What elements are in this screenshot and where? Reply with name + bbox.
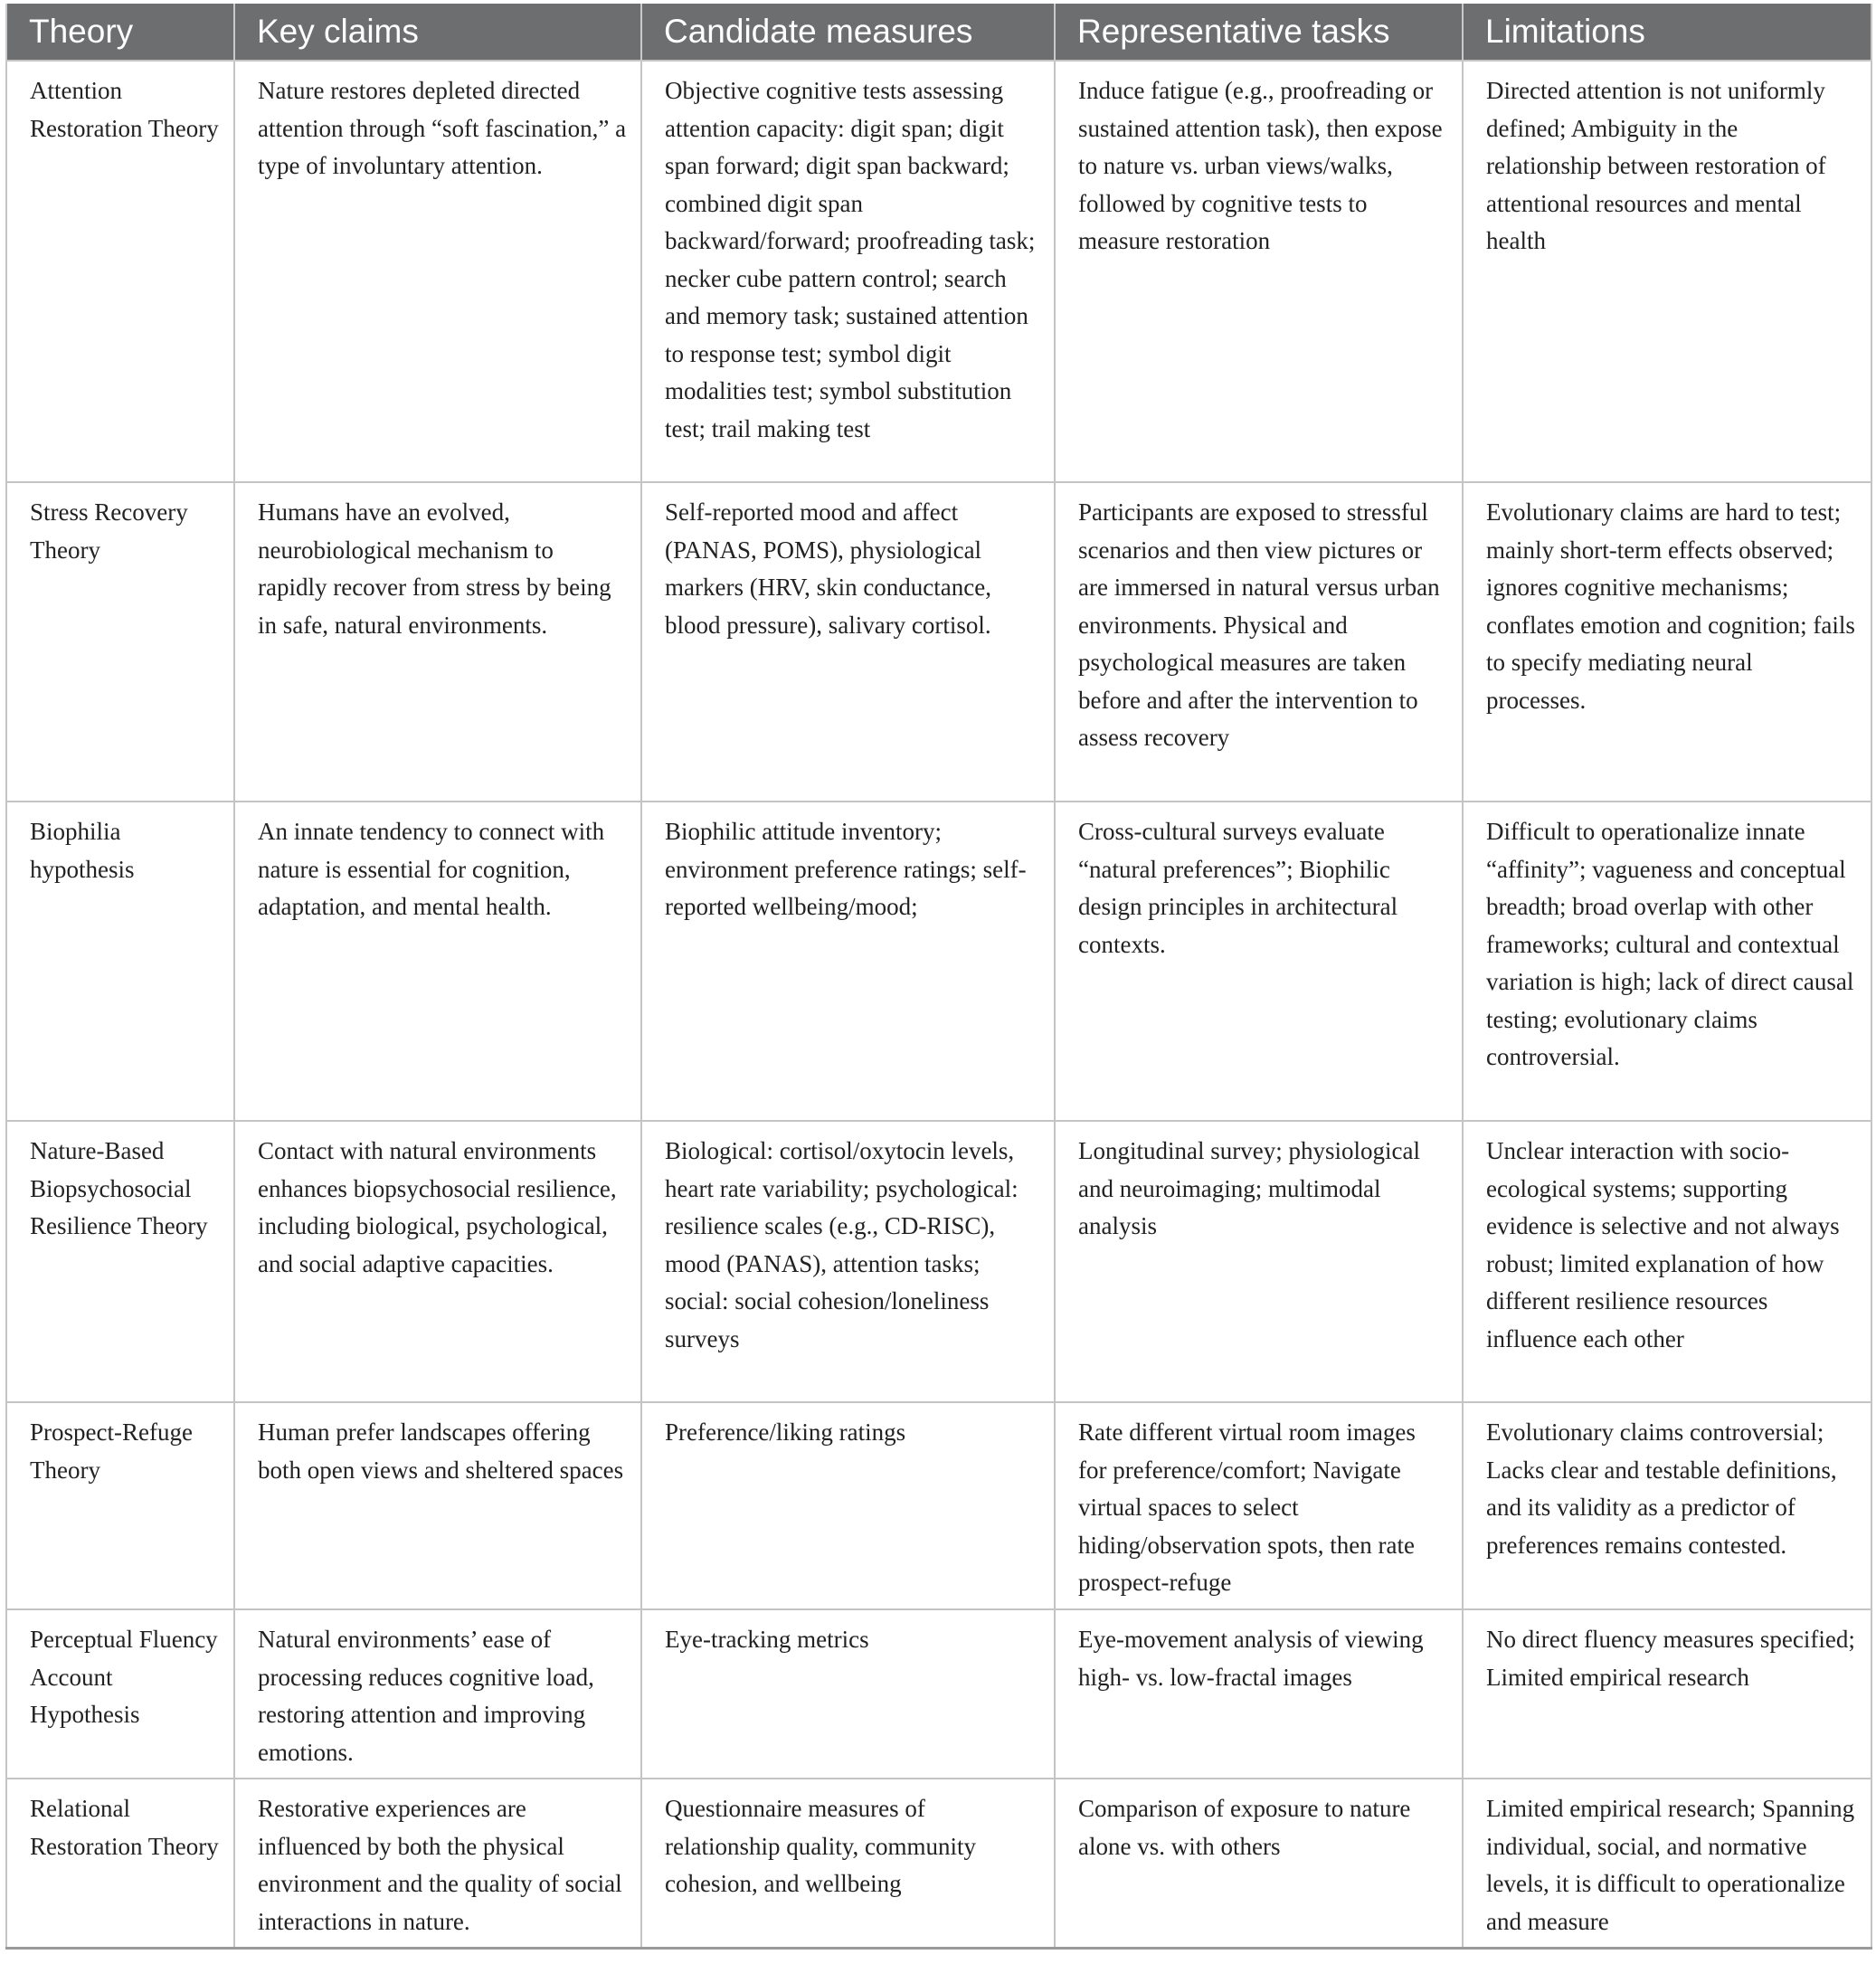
theories-comparison-table: [5, 4, 1872, 1950]
cell-representative-tasks: Longitudinal survey; physiological and neuroimaging; multimodal analysis: [1055, 1121, 1463, 1402]
table-header: [6, 4, 1871, 61]
header-candidate-measures: Candidate measures: [641, 4, 1055, 61]
cell-candidate-measures: Preference/liking ratings: [641, 1402, 1055, 1609]
cell-key-claims: An innate tendency to connect with nature is essential for cognition, adaptation, and mental health.: [234, 802, 641, 1121]
cell-candidate-measures: Biophilic attitude inventory; environment preference ratings; self-reported wellbeing/mood;: [641, 802, 1055, 1121]
cell-key-claims: Humans have an evolved, neurobiological mechanism to rapidly recover from stress by being in safe, natural environments.: [234, 482, 641, 802]
cell-limitations: Difficult to operationalize innate “affinity”; vagueness and conceptual breadth; broad overlap with other frameworks; cultural and contextual variation is high; lack of direct causal testing; evolutionary claims controversial.: [1463, 802, 1871, 1121]
cell-candidate-measures: Eye-tracking metrics: [641, 1609, 1055, 1779]
table-row: [6, 1402, 1871, 1609]
cell-key-claims: Natural environments’ ease of processing reduces cognitive load, restoring attention and improving emotions.: [234, 1609, 641, 1779]
cell-key-claims: Nature restores depleted directed attention through “soft fascination,” a type of involuntary attention.: [234, 61, 641, 482]
cell-theory: Biophilia hypothesis: [6, 802, 234, 1121]
table-row: [6, 1121, 1871, 1402]
cell-theory: Relational Restoration Theory: [6, 1779, 234, 1948]
cell-representative-tasks: Comparison of exposure to nature alone vs. with others: [1055, 1779, 1463, 1948]
cell-representative-tasks: Participants are exposed to stressful scenarios and then view pictures or are immersed in natural versus urban environments. Physical and psychological measures are taken before and after the intervention to assess recovery: [1055, 482, 1463, 802]
cell-theory: Prospect-Refuge Theory: [6, 1402, 234, 1609]
cell-representative-tasks: Eye-movement analysis of viewing high- vs. low-fractal images: [1055, 1609, 1463, 1779]
cell-limitations: Evolutionary claims are hard to test; mainly short-term effects observed; ignores cognitive mechanisms; conflates emotion and cognition; fails to specify mediating neural processes.: [1463, 482, 1871, 802]
header-key-claims: Key claims: [234, 4, 641, 61]
cell-theory: Stress Recovery Theory: [6, 482, 234, 802]
table-row: [6, 1609, 1871, 1779]
theory-table-container: [5, 4, 1871, 1950]
cell-candidate-measures: Biological: cortisol/oxytocin levels, heart rate variability; psychological: resilience scales (e.g., CD-RISC), mood (PANAS), attention tasks; social: social cohesion/loneliness surveys: [641, 1121, 1055, 1402]
cell-candidate-measures: Questionnaire measures of relationship quality, community cohesion, and wellbeing: [641, 1779, 1055, 1948]
cell-key-claims: Human prefer landscapes offering both open views and sheltered spaces: [234, 1402, 641, 1609]
header-row: [6, 4, 1871, 61]
cell-theory: Nature-Based Biopsychosocial Resilience Theory: [6, 1121, 234, 1402]
header-representative-tasks: Representative tasks: [1055, 4, 1463, 61]
cell-representative-tasks: Induce fatigue (e.g., proofreading or sustained attention task), then expose to nature vs. urban views/walks, followed by cognitive tests to measure restoration: [1055, 61, 1463, 482]
table-body: [6, 61, 1871, 1948]
cell-key-claims: Restorative experiences are influenced by both the physical environment and the quality of social interactions in nature.: [234, 1779, 641, 1948]
cell-theory: Attention Restoration Theory: [6, 61, 234, 482]
table-row: [6, 482, 1871, 802]
cell-theory: Perceptual Fluency Account Hypothesis: [6, 1609, 234, 1779]
cell-representative-tasks: Rate different virtual room images for preference/comfort; Navigate virtual spaces to select hiding/observation spots, then rate prospect-refuge: [1055, 1402, 1463, 1609]
header-theory: Theory: [6, 4, 234, 61]
cell-limitations: Directed attention is not uniformly defined; Ambiguity in the relationship between restoration of attentional resources and mental health: [1463, 61, 1871, 482]
cell-candidate-measures: Self-reported mood and affect (PANAS, POMS), physiological markers (HRV, skin conductance, blood pressure), salivary cortisol.: [641, 482, 1055, 802]
cell-limitations: Evolutionary claims controversial; Lacks clear and testable definitions, and its validity as a predictor of preferences remains contested.: [1463, 1402, 1871, 1609]
header-limitations: Limitations: [1463, 4, 1871, 61]
table-row: [6, 61, 1871, 482]
cell-representative-tasks: Cross-cultural surveys evaluate “natural preferences”; Biophilic design principles in architectural contexts.: [1055, 802, 1463, 1121]
cell-limitations: Limited empirical research; Spanning individual, social, and normative levels, it is difficult to operationalize and measure: [1463, 1779, 1871, 1948]
cell-key-claims: Contact with natural environments enhances biopsychosocial resilience, including biological, psychological, and social adaptive capacities.: [234, 1121, 641, 1402]
cell-limitations: No direct fluency measures specified; Limited empirical research: [1463, 1609, 1871, 1779]
table-row: [6, 802, 1871, 1121]
cell-candidate-measures: Objective cognitive tests assessing attention capacity: digit span; digit span forward; digit span backward; combined digit span backward/forward; proofreading task; necker cube pattern control; search and memory task; sustained attention to response test; symbol digit modalities test; symbol substitution test; trail making test: [641, 61, 1055, 482]
table-row: [6, 1779, 1871, 1948]
cell-limitations: Unclear interaction with socio-ecological systems; supporting evidence is selective and not always robust; limited explanation of how different resilience resources influence each other: [1463, 1121, 1871, 1402]
